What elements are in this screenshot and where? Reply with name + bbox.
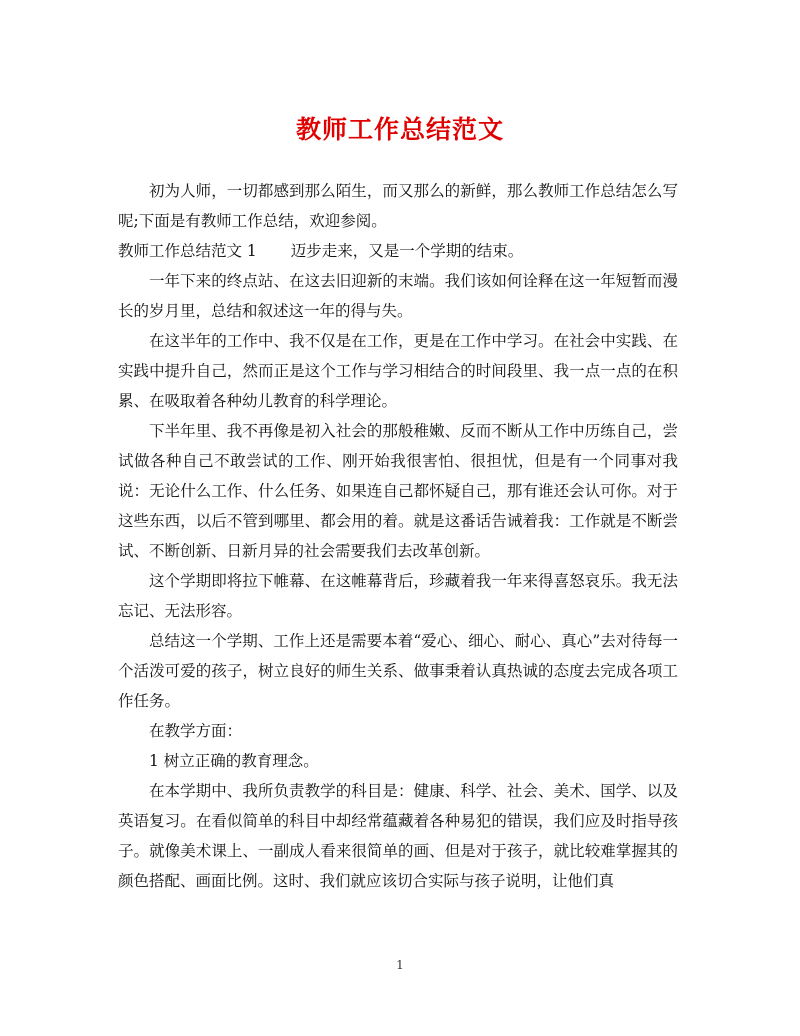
- intro-paragraph: 初为人师，一切都感到那么陌生，而又那么的新鲜，那么教师工作总结怎么写呢;下面是有教师工作总结，欢迎参阅。: [118, 182, 678, 230]
- body-paragraph: 一年下来的终点站、在这去旧迎新的末端。我们该如何诠释在这一年短暂而漫长的岁月里，总结和叙述这一年的得与失。: [118, 272, 678, 320]
- page-number: 1: [396, 958, 404, 972]
- numbered-point: 1 树立正确的教育理念。: [149, 752, 319, 770]
- section-heading: 教师工作总结范文 1: [118, 242, 257, 260]
- document-body: [118, 176, 678, 896]
- subheading-teaching: 在教学方面：: [149, 722, 243, 740]
- body-paragraph: 总结这一个学期、工作上还是需要本着“爱心、细心、耐心、真心”去对待每一个活泼可爱的孩子，树立良好的师生关系、做事秉着认真热诚的态度去完成各项工作任务。: [118, 632, 678, 710]
- body-paragraph: 在本学期中、我所负责教学的科目是：健康、科学、社会、美术、国学、以及英语复习。在看似简单的科目中却经常蕴藏着各种易犯的错误，我们应及时指导孩子。就像美术课上、一副成人看来很简单的画、但是对于孩子，就比较难掌握其的颜色搭配、画面比例。这时、我们就应该切合实际与孩子说明，让他们真: [118, 782, 678, 890]
- section-first-line: 迈步走来，又是一个学期的结束。: [290, 242, 524, 260]
- section-heading-line: [118, 236, 678, 266]
- body-paragraph: 在这半年的工作中、我不仅是在工作，更是在工作中学习。在社会中实践、在实践中提升自己，然而正是这个工作与学习相结合的时间段里、我一点一点的在积累、在吸取着各种幼儿教育的科学理论。: [118, 332, 678, 410]
- document-title: 教师工作总结范文: [295, 115, 504, 144]
- body-paragraph: 下半年里、我不再像是初入社会的那般稚嫩、反而不断从工作中历练自己，尝试做各种自己不敢尝试的工作、刚开始我很害怕、很担忧，但是有一个同事对我说：无论什么工作、什么任务、如果连自己都怀疑自己，那有谁还会认可你。对于这些东西，以后不管到哪里、都会用的着。就是这番话告诫着我：工作就是不断尝试、不断创新、日新月异的社会需要我们去改革创新。: [118, 422, 678, 560]
- body-paragraph: 这个学期即将拉下帷幕、在这帷幕背后，珍藏着我一年来得喜怒哀乐。我无法忘记、无法形容。: [118, 572, 678, 620]
